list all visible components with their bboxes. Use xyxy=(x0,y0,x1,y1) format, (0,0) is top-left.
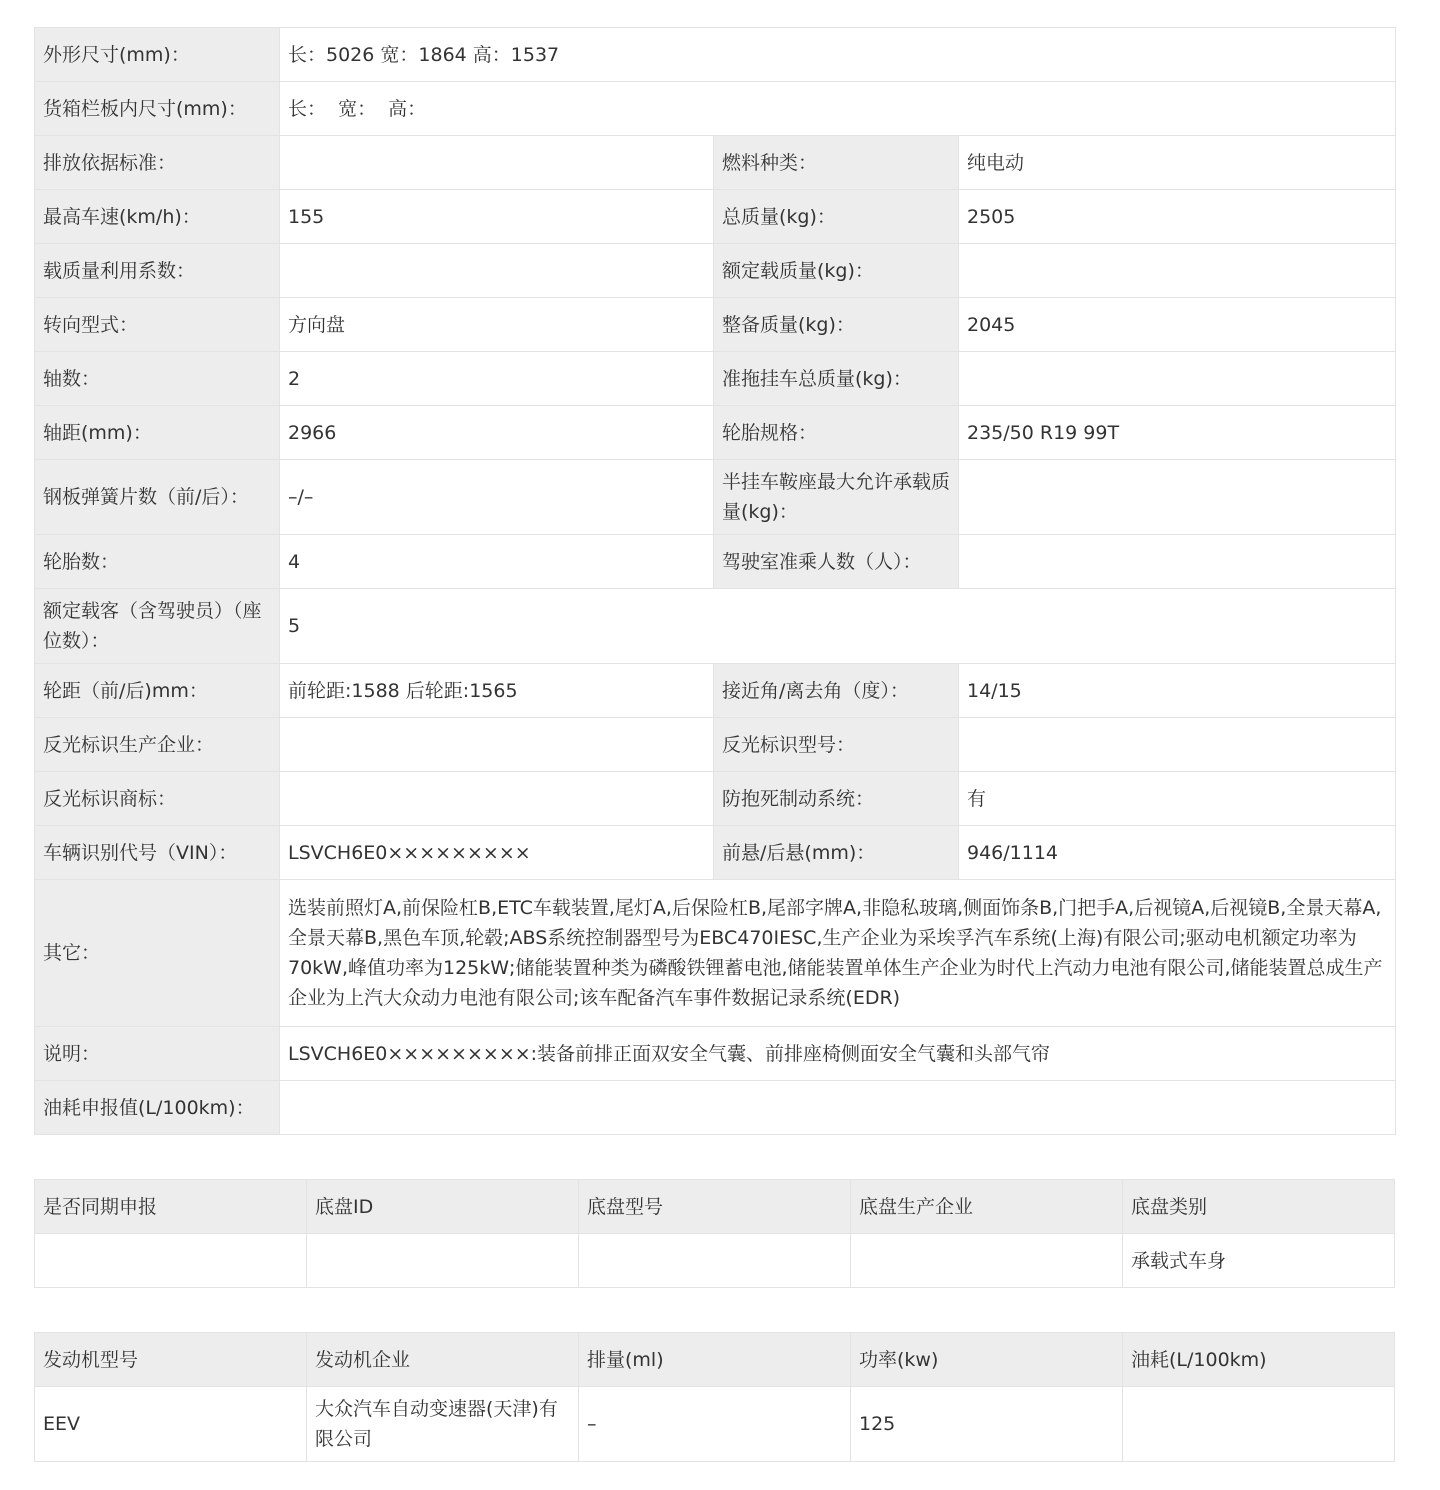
spec-row-steering xyxy=(35,298,1396,352)
reflector-brand-label: 反光标识商标： xyxy=(35,772,280,826)
chassis-cell xyxy=(851,1234,1123,1288)
spec-row-speed xyxy=(35,190,1396,244)
engine-cell: – xyxy=(579,1387,851,1462)
rated-load-value xyxy=(959,244,1396,298)
spec-row-reflector xyxy=(35,718,1396,772)
track-label: 轮距（前/后)mm： xyxy=(35,664,280,718)
chassis-cell xyxy=(579,1234,851,1288)
tire-count-label: 轮胎数： xyxy=(35,535,280,589)
chassis-header-cell: 底盘ID xyxy=(307,1180,579,1234)
dims-label: 外形尺寸(mm)： xyxy=(35,28,280,82)
engine-header-row xyxy=(35,1333,1395,1387)
overhang-label: 前悬/后悬(mm)： xyxy=(714,826,959,880)
chassis-header-cell: 底盘生产企业 xyxy=(851,1180,1123,1234)
emission-label: 排放依据标准： xyxy=(35,136,280,190)
tire-spec-label: 轮胎规格： xyxy=(714,406,959,460)
chassis-header-row xyxy=(35,1180,1395,1234)
engine-header-cell: 功率(kw) xyxy=(851,1333,1123,1387)
reflector-maker-label: 反光标识生产企业： xyxy=(35,718,280,772)
gross-mass-label: 总质量(kg)： xyxy=(714,190,959,244)
spec-row-wheelbase xyxy=(35,406,1396,460)
reflector-brand-value xyxy=(280,772,714,826)
angles-label: 接近角/离去角（度）： xyxy=(714,664,959,718)
track-value: 前轮距:1588 后轮距:1565 xyxy=(280,664,714,718)
spec-row-brand-abs xyxy=(35,772,1396,826)
spec-row-other xyxy=(35,880,1396,1027)
leaf-springs-value: –/– xyxy=(280,460,714,535)
passengers-value: 5 xyxy=(280,589,1396,664)
load-coeff-label: 载质量利用系数： xyxy=(35,244,280,298)
saddle-load-value xyxy=(959,460,1396,535)
spec-row-emission xyxy=(35,136,1396,190)
reflector-model-label: 反光标识型号： xyxy=(714,718,959,772)
rated-load-label: 额定载质量(kg)： xyxy=(714,244,959,298)
note-label: 说明： xyxy=(35,1027,280,1081)
spec-row-fuel-decl xyxy=(35,1081,1396,1135)
engine-cell: 大众汽车自动变速器(天津)有限公司 xyxy=(307,1387,579,1462)
tire-count-value: 4 xyxy=(280,535,714,589)
fuel-decl-label: 油耗申报值(L/100km)： xyxy=(35,1081,280,1135)
engine-header-cell: 发动机企业 xyxy=(307,1333,579,1387)
abs-value: 有 xyxy=(959,772,1396,826)
spec-row-axles xyxy=(35,352,1396,406)
vin-value: LSVCH6E0××××××××× xyxy=(280,826,714,880)
engine-header-cell: 油耗(L/100km) xyxy=(1123,1333,1395,1387)
spec-row-track xyxy=(35,664,1396,718)
chassis-cell: 承载式车身 xyxy=(1123,1234,1395,1288)
engine-header-cell: 发动机型号 xyxy=(35,1333,307,1387)
engine-cell: EEV xyxy=(35,1387,307,1462)
passengers-label: 额定载客（含驾驶员）（座位数）： xyxy=(35,589,280,664)
spec-row-dims xyxy=(35,28,1396,82)
engine-data-row xyxy=(35,1387,1395,1462)
spec-row-note xyxy=(35,1027,1396,1081)
trailer-mass-label: 准拖挂车总质量(kg)： xyxy=(714,352,959,406)
axles-label: 轴数： xyxy=(35,352,280,406)
abs-label: 防抱死制动系统： xyxy=(714,772,959,826)
spec-row-vin xyxy=(35,826,1396,880)
chassis-header-cell: 底盘型号 xyxy=(579,1180,851,1234)
chassis-data-row xyxy=(35,1234,1395,1288)
leaf-springs-label: 钢板弹簧片数（前/后）： xyxy=(35,460,280,535)
chassis-table xyxy=(34,1179,1395,1288)
chassis-header-cell: 是否同期申报 xyxy=(35,1180,307,1234)
tire-spec-value: 235/50 R19 99T xyxy=(959,406,1396,460)
cab-seats-label: 驾驶室准乘人数（人）： xyxy=(714,535,959,589)
curb-mass-label: 整备质量(kg)： xyxy=(714,298,959,352)
chassis-cell xyxy=(35,1234,307,1288)
reflector-model-value xyxy=(959,718,1396,772)
other-value: 选装前照灯A,前保险杠B,ETC车载装置,尾灯A,后保险杠B,尾部字牌A,非隐私玻璃,侧面饰条B,门把手A,后视镜A,后视镜B,全景天幕A,全景天幕B,黑色车顶,轮毂;ABS系统控制器型号为EBC470IESC,生产企业为采埃孚汽车系统(上海)有限公司;驱动电机额定功率为70kW,峰值功率为125kW;储能装置种类为磷酸铁锂蓄电池,储能装置单体生产企业为时代上汽动力电池有限公司,储能装置总成生产企业为上汽大众动力电池有限公司;该车配备汽车事件数据记录系统(EDR) xyxy=(280,880,1396,1027)
max-speed-value: 155 xyxy=(280,190,714,244)
emission-value xyxy=(280,136,714,190)
fuel-value: 纯电动 xyxy=(959,136,1396,190)
spec-table xyxy=(34,27,1396,1135)
vin-label: 车辆识别代号（VIN）： xyxy=(35,826,280,880)
spec-row-load xyxy=(35,244,1396,298)
engine-header-cell: 排量(ml) xyxy=(579,1333,851,1387)
spec-row-passengers xyxy=(35,589,1396,664)
steering-label: 转向型式： xyxy=(35,298,280,352)
gross-mass-value: 2505 xyxy=(959,190,1396,244)
saddle-load-label: 半挂车鞍座最大允许承载质量(kg)： xyxy=(714,460,959,535)
cargo-dims-label: 货箱栏板内尺寸(mm)： xyxy=(35,82,280,136)
load-coeff-value xyxy=(280,244,714,298)
note-value: LSVCH6E0×××××××××:装备前排正面双安全气囊、前排座椅侧面安全气囊和头部气帘 xyxy=(280,1027,1396,1081)
cargo-dims-value: 长： 宽： 高： xyxy=(280,82,1396,136)
chassis-header-cell: 底盘类别 xyxy=(1123,1180,1395,1234)
other-label: 其它： xyxy=(35,880,280,1027)
spec-row-springs xyxy=(35,460,1396,535)
reflector-maker-value xyxy=(280,718,714,772)
wheelbase-value: 2966 xyxy=(280,406,714,460)
steering-value: 方向盘 xyxy=(280,298,714,352)
trailer-mass-value xyxy=(959,352,1396,406)
dims-value: 长：5026 宽：1864 高：1537 xyxy=(280,28,1396,82)
wheelbase-label: 轴距(mm)： xyxy=(35,406,280,460)
fuel-decl-value xyxy=(280,1081,1396,1135)
overhang-value: 946/1114 xyxy=(959,826,1396,880)
chassis-cell xyxy=(307,1234,579,1288)
axles-value: 2 xyxy=(280,352,714,406)
max-speed-label: 最高车速(km/h)： xyxy=(35,190,280,244)
spec-row-cargo-dims xyxy=(35,82,1396,136)
curb-mass-value: 2045 xyxy=(959,298,1396,352)
spec-row-tires xyxy=(35,535,1396,589)
engine-table xyxy=(34,1332,1395,1462)
fuel-label: 燃料种类： xyxy=(714,136,959,190)
engine-cell: 125 xyxy=(851,1387,1123,1462)
cab-seats-value xyxy=(959,535,1396,589)
page xyxy=(34,27,1395,1462)
engine-cell xyxy=(1123,1387,1395,1462)
angles-value: 14/15 xyxy=(959,664,1396,718)
